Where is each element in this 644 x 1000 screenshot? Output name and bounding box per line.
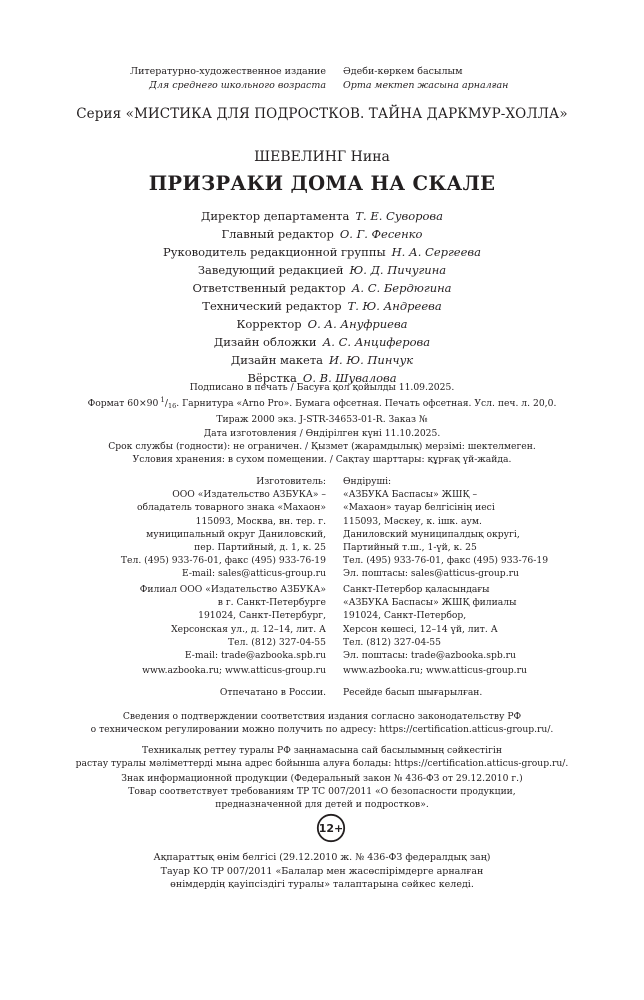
series-line: Серия «МИСТИКА ДЛЯ ПОДРОСТКОВ. ТАЙНА ДАРКМУР-ХОЛЛА»: [76, 106, 568, 122]
print-info: Подписано в печать / Басуға қол қойылды 11.09.2025. Формат 60×90 $^1/_{16}$. Гарнитура «Arno Pro». Бумага офсетная. Печать офсетная. Усл. печ. л. 20,0. Тираж 2000 экз. J-STR-34653-01-R. Заказ № Дата изготовления / Өндірілген күні 11.10.2025. Срок службы (годности): не ограничен. / Қызмет (жарамдылық) мерзімі: шектелмеген. Условия хранения: в сухом помещении. / Сақтау шарттары: құрғақ үй-жайда.: [0, 381, 644, 466]
printed-in-kz: Ресейде басып шығарылған.: [343, 687, 483, 698]
credit-row: Дизайн обложки А. С. Анциферова: [213, 335, 431, 349]
author-name: ШЕВЕЛИНГ Нина: [254, 149, 390, 165]
info-product-sign-kz: Ақпараттық өнім белгісі (29.12.2010 ж. № 436-ФЗ федералдық заң) Тауар КО ТР 007/2011 «Балалар мен жасөспірімдерге арналған өнімдердің қауіпсіздігі туралы» талаптарына сәйкес келеді.: [153, 852, 491, 890]
age-rating-label: 12+: [318, 822, 344, 836]
branch-kz: Санкт-Петербор қаласындағы «АЗБУКА Баспасы» ЖШҚ филиалы 191024, Санкт-Петербор, Херсон көшесі, 12–14 үй, лит. А Тел. (812) 327-04-55 Эл. поштасы: trade@azbooka.spb.ru: [343, 584, 517, 662]
credit-row: Дизайн макета И. Ю. Пинчук: [230, 353, 414, 367]
manufacturer-kz: Өндіруші: «АЗБУКА Баспасы» ЖШҚ – «Махаон» тауар белгісінің иесі 115093, Мәскеу, к. ішк. аум. Даниловский муниципалдық округі, Партийный т.ш., 1-үй, к. 25 Тел. (495) 933-76-01, факс (495) 933-76-19 Эл. поштасы: sales@atticus-group.ru: [343, 476, 549, 580]
credit-row: Ответственный редактор А. С. Бердюгина: [192, 281, 452, 295]
printed-in-ru: Отпечатано в России.: [219, 687, 326, 698]
credit-row: Технический редактор Т. Ю. Андреева: [202, 299, 442, 313]
certification-ru: Сведения о подтверждении соответствия издания согласно законодательству РФ о техническом регулировании можно получить по адресу: https://certification.atticus-group.ru/.: [90, 711, 554, 736]
websites-kz: www.azbooka.ru; www.atticus-group.ru: [343, 665, 527, 676]
credit-row: Заведующий редакцией Ю. Д. Пичугина: [197, 263, 447, 277]
edition-type-ru: Литературно-художественное издание Для среднего школьного возраста: [130, 66, 326, 91]
format-line: Формат 60×90 $^1/_{16}$. Гарнитура «Arno Pro». Бумага офсетная. Печать офсетная. Усл. печ. л. 20,0.: [87, 396, 557, 411]
manufacturer-ru: Изготовитель: ООО «Издательство АЗБУКА» – обладатель товарного знака «Махаон» 115093, Москва, вн. тер. г. муниципальный округ Даниловский, пер. Партийный, д. 1, к. 25 Тел. (495) 933-76-01, факс (495) 933-76-19 E-mail: sales@atticus-group.ru: [120, 476, 326, 580]
credit-row: Руководитель редакционной группы Н. А. Сергеева: [163, 245, 481, 259]
branch-ru: Филиал ООО «Издательство АЗБУКА» в г. Санкт-Петербурге 191024, Санкт-Петербург, Херсонская ул., д. 12–14, лит. А Тел. (812) 327-04-55 E-mail: trade@azbooka.spb.ru: [139, 584, 326, 662]
age-rating-badge: [316, 813, 346, 843]
credit-row: Главный редактор О. Г. Фесенко: [221, 227, 423, 241]
certification-kz: Техникалық реттеу туралы РФ заңнамасына сай басылымның сәйкестігін растау туралы мәліметтерді мына адрес бойынша алуға болады: https://certification.atticus-group.ru/.: [75, 745, 569, 770]
credit-row: Директор департамента Т. Е. Суворова: [201, 209, 443, 223]
info-product-sign-ru: Знак информационной продукции (Федеральный закон № 436-ФЗ от 29.12.2010 г.) Товар соответствует требованиям ТР ТС 007/2011 «О безопасности продукции, предназначенной для детей и подростков».: [121, 773, 523, 811]
edition-type-kz: Әдеби-көркем басылым Орта мектеп жасына арналған: [343, 66, 509, 91]
book-title: ПРИЗРАКИ ДОМА НА СКАЛЕ: [148, 172, 496, 195]
websites-ru: www.azbooka.ru; www.atticus-group.ru: [142, 665, 326, 676]
credit-row: Корректор О. А. Ануфриева: [236, 317, 408, 331]
credits-list: [0, 207, 644, 387]
credit-row: Вёрстка О. В. Шувалова: [247, 371, 397, 385]
